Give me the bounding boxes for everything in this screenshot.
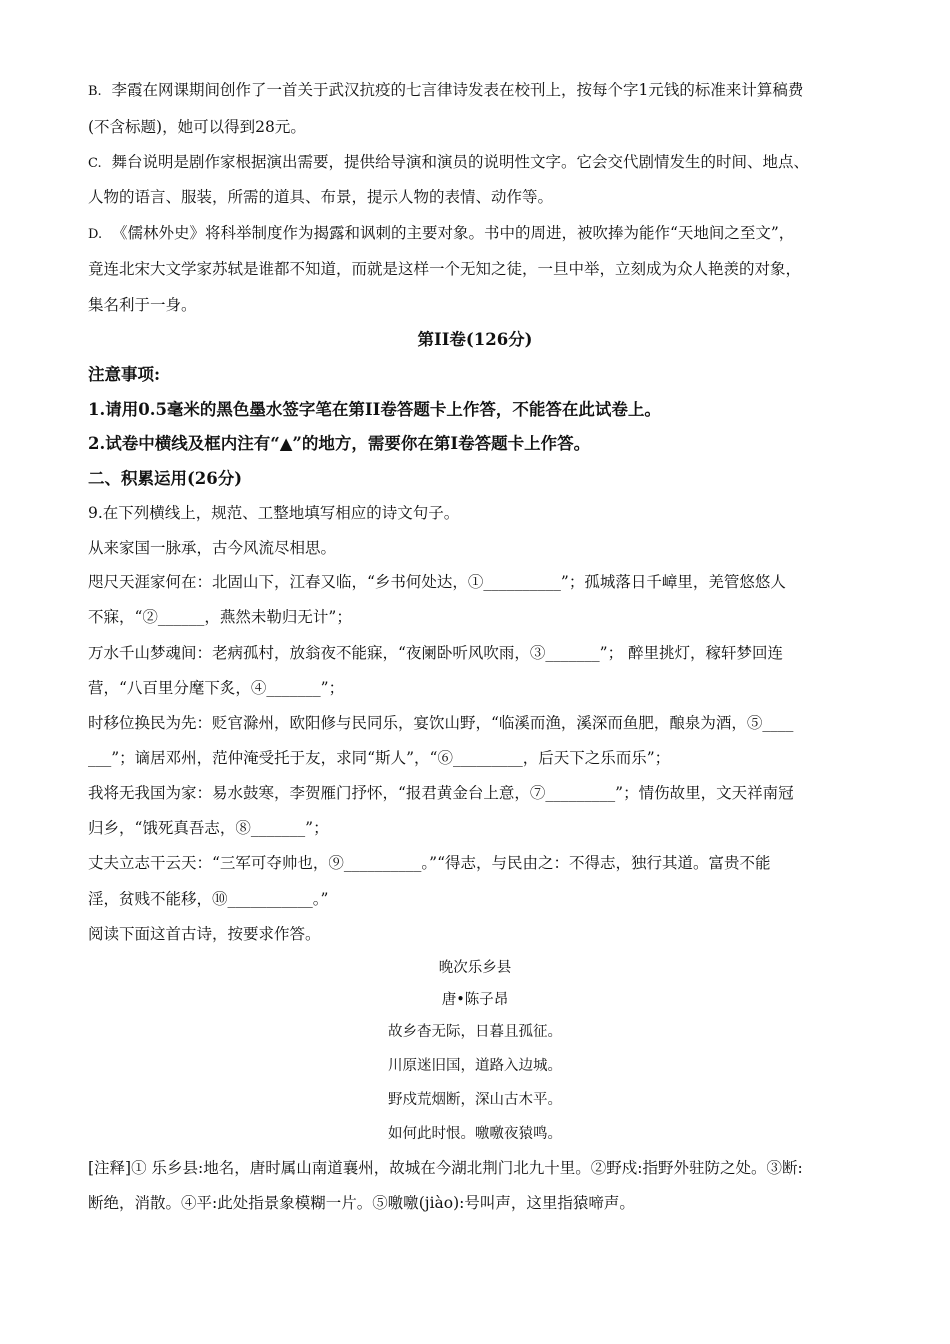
q9-line: 淫，贫贱不能移，⑩___________。” bbox=[88, 890, 329, 908]
option-d-line3: 集名利于一身。 bbox=[88, 296, 197, 314]
poem-author: 唐•陈子昂 bbox=[441, 992, 509, 1008]
option-d-line1 bbox=[88, 223, 794, 245]
q9-line: 咫尺天涯家何在：北固山下，江春又临，“乡书何处达，①__________”；孤城落日千嶂里，羌管悠悠人 bbox=[88, 573, 786, 591]
q9-line: ___”；谪居邓州，范仲淹受托于友，求同“斯人”，“⑥_________，后天下之乐而乐”； bbox=[88, 749, 671, 767]
poem-line: 川原迷旧国，道路入边城。 bbox=[388, 1058, 562, 1074]
notes-line2: 断绝，消散。④平:此处指景象模糊一片。⑤噭噭(jiào):号叫声，这里指猿啼声。 bbox=[88, 1194, 635, 1212]
option-b-line1 bbox=[88, 80, 803, 102]
option-d-marker: D. bbox=[88, 227, 103, 242]
option-c-text: 舞台说明是剧作家根据演出需要，提供给导演和演员的说明性文字。它会交代剧情发生的时间、地点、 bbox=[111, 153, 809, 171]
notes-line1: [注释]① 乐乡县:地名，唐时属山南道襄州，故城在今湖北荆门北九十里。②野戍:指野外驻防之处。③断: bbox=[88, 1159, 803, 1177]
poem-line: 野戍荒烟断，深山古木平。 bbox=[388, 1092, 562, 1108]
q9-line: 丈夫立志干云天：“三军可夺帅也，⑨__________。”“得志，与民由之：不得志，独行其道。富贵不能 bbox=[88, 854, 771, 872]
option-c-marker: C. bbox=[88, 156, 102, 171]
option-c-line2: 人物的语言、服装，所需的道具、布景，提示人物的表情、动作等。 bbox=[88, 188, 554, 206]
q9-line: 时移位换民为先：贬官滁州，欧阳修与民同乐，宴饮山野，“临溪而渔，溪深而鱼肥，酿泉为酒，⑤____ bbox=[88, 714, 794, 732]
section-title: 第II卷(126分) bbox=[417, 330, 533, 349]
q9-line: 营，“八百里分麾下炙，④_______”； bbox=[88, 679, 345, 697]
option-c-line1 bbox=[88, 152, 809, 174]
reading-intro: 阅读下面这首古诗，按要求作答。 bbox=[88, 925, 321, 943]
q9-line: 不寐，“②______，燕然未勒归无计”； bbox=[88, 608, 352, 626]
q9-line: 从来家国一脉承，古今风流尽相思。 bbox=[88, 539, 337, 557]
option-b-marker: B. bbox=[88, 84, 102, 99]
notice-heading: 注意事项: bbox=[88, 365, 161, 384]
q9-line: 归乡，“饿死真吾志，⑧_______”； bbox=[88, 819, 329, 837]
poem-line: 如何此时恨。噭噭夜猿鸣。 bbox=[388, 1126, 562, 1142]
option-d-line2: 竟连北宋大文学家苏轼是谁都不知道，而就是这样一个无知之徒，一旦中举，立刻成为众人艳羡的对象， bbox=[88, 260, 802, 278]
notice-item-1: 1.请用0.5毫米的黑色墨水签字笔在第II卷答题卡上作答，不能答在此试卷上。 bbox=[88, 400, 661, 419]
poem-line: 故乡杳无际，日暮且孤征。 bbox=[388, 1024, 562, 1040]
part2-heading: 二、积累运用(26分) bbox=[88, 469, 243, 488]
poem-title: 晚次乐乡县 bbox=[438, 960, 512, 976]
notice-item-2: 2.试卷中横线及框内注有“▲”的地方，需要你在第I卷答题卡上作答。 bbox=[88, 434, 591, 453]
option-b-line2: (不含标题)，她可以得到28元。 bbox=[88, 118, 306, 136]
q9-stem: 9.在下列横线上，规范、工整地填写相应的诗文句子。 bbox=[88, 504, 460, 522]
option-b-text: 李霞在网课期间创作了一首关于武汉抗疫的七言律诗发表在校刊上，按每个字1元钱的标准来计算稿费 bbox=[111, 81, 804, 99]
option-d-text: 《儒林外史》将科举制度作为揭露和讽刺的主要对象。书中的周进，被吹捧为能作“天地间之至文”， bbox=[111, 224, 795, 242]
q9-line: 我将无我国为家：易水鼓寒，李贺雁门抒怀，“报君黄金台上意，⑦_________”；情伤故里，文天祥南冠 bbox=[88, 784, 794, 802]
q9-line: 万水千山梦魂间：老病孤村，放翁夜不能寐，“夜阑卧听风吹雨，③_______”； 醉里挑灯，稼轩梦回连 bbox=[88, 644, 784, 662]
